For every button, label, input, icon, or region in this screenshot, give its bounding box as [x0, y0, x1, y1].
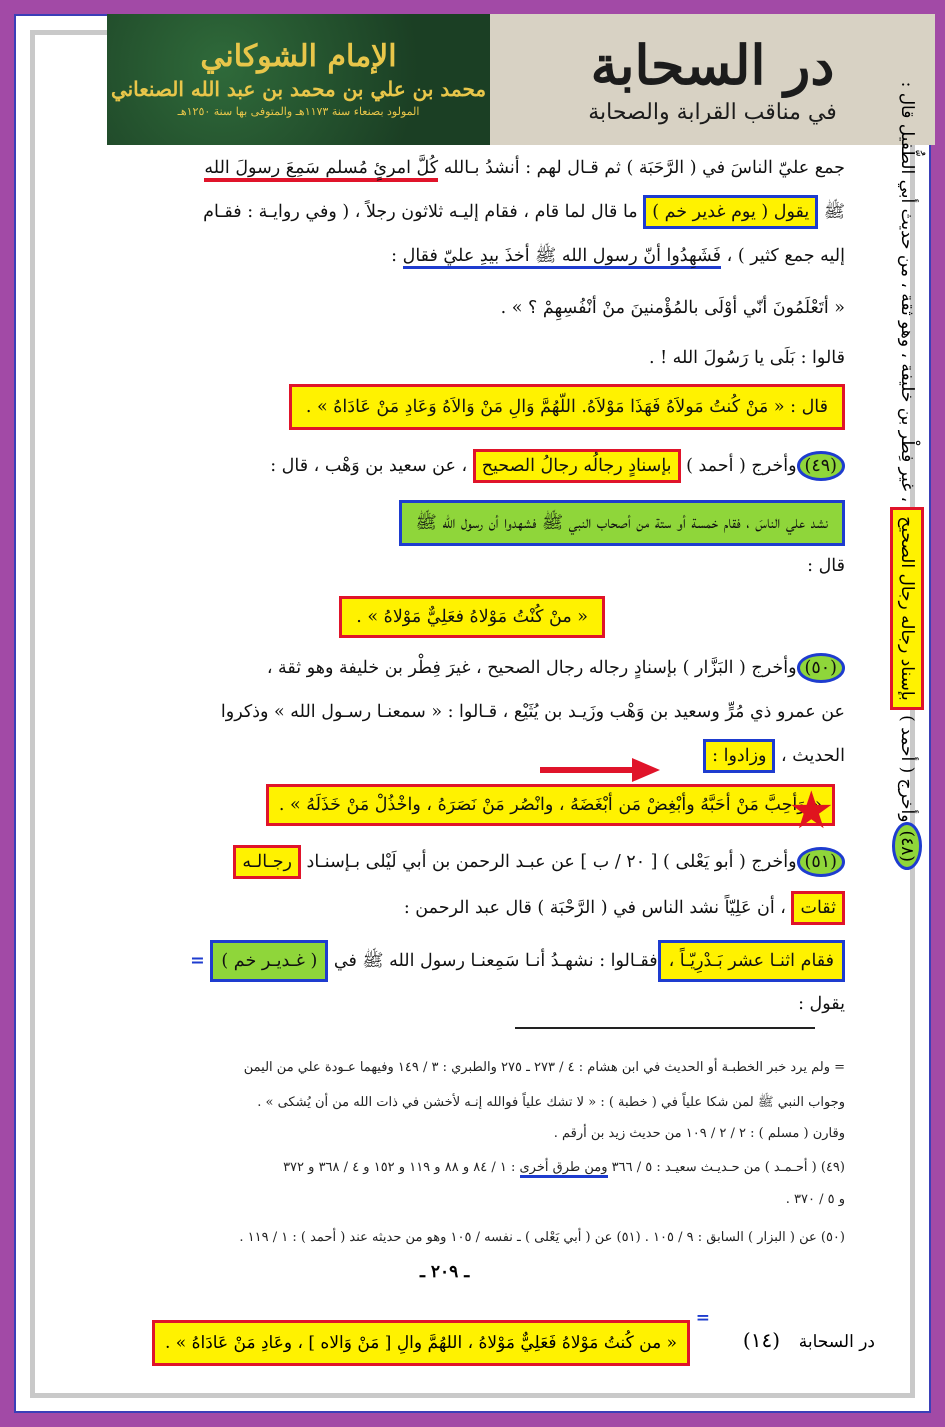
text-span: فقـالوا : نشهـدُ أنـا سَمِعنـا رسول الله ﷺ في — [328, 951, 658, 971]
text-span: وأخرج ( أحمد ) — [680, 456, 797, 476]
text-line — [391, 238, 845, 274]
text-span: الحديث ، — [775, 746, 845, 766]
book-title: در السحابة — [590, 32, 835, 97]
text-line — [289, 384, 845, 430]
book-name: در السحابة — [798, 1332, 875, 1352]
salutation-glyph: ﷺ — [823, 202, 845, 222]
continuation-mark: = — [190, 951, 205, 971]
text-line: قالوا : بَلَى يا رَسُولَ الله ! . — [648, 348, 845, 368]
highlight-box: نشد علي الناسَ ، فقام خمسة أو ستة من أصحاب النبي ﷺ فشهدوا أن رسول الله ﷺ — [399, 500, 845, 546]
text-line: قال : — [807, 556, 845, 576]
highlight-box: ثقات — [791, 891, 845, 925]
highlight-box: قال : « مَنْ كُنتُ مَولاَهُ فَهَذَا مَوْلاَهُ. اللّهُمَّ وَالِ مَنْ وَالاَهُ وَعَادِ مَنْ عَادَاهُ » . — [289, 384, 845, 430]
underlined-phrase: كُلَّ امرئٍ مُسلم سَمِعَ رسولَ الله — [204, 158, 438, 182]
title-banner — [490, 14, 935, 145]
margin-note — [842, 81, 934, 910]
text-line: « أتَعْلَمُونَ أنّي أوْلَى بالمُؤْمنينَ منْ أنْفُسِهِمْ ؟ » . — [500, 298, 845, 318]
highlight-box: رجـالـه — [233, 845, 301, 879]
text-span: ما قال لما قام ، فقام إليـه ثلاثون رجلاً ، ( وفي روايـة : فقـام — [203, 202, 644, 222]
text-span: جمع عليّ الناسَ في ( الرَّحَبَة ) ثم قـال لهم : أنشدُ بـالله — [438, 158, 845, 178]
text-span: وأخرج ( البَزَّار ) بإسنادٍ رجاله رجال الصحيح ، غيرَ فِطْر بن خليفة وهو ثقة ، — [266, 658, 797, 678]
page-ref-number: (١٤) — [742, 1328, 780, 1352]
text-line — [233, 844, 845, 880]
text-line — [266, 784, 835, 826]
highlight-box: وزادوا : — [703, 739, 775, 773]
text-span: ، غير فِطْر بن خليفة ، وهو ثقة ، من حديث أبي الطُّفيل قال : — [897, 81, 917, 508]
text-line: يقول : — [798, 994, 845, 1014]
hadith-number: (٥٠) — [797, 653, 845, 683]
page-number: ـ ٢٠٩ ـ — [420, 1262, 470, 1282]
text-span: : ١ / ٨٤ و ٨٨ و ١١٩ و ١٥٢ و ٤ / ٣٦٨ و ٣٧٢ — [283, 1160, 520, 1175]
book-banner — [107, 14, 935, 145]
text-span: : — [391, 246, 403, 266]
highlight-box: ( غـديـر خم ) — [210, 940, 328, 982]
text-line: عن عمرو ذي مُرٍّ وسعيد بن وَهْب وزَيـد بن يُثَيْع ، قـالوا : « سمعنـا رسـول الله » وذكروا — [220, 702, 845, 722]
text-span: وأخرج ( أحمد ) — [897, 709, 917, 823]
star-icon: ★ — [788, 781, 835, 841]
text-line — [703, 738, 845, 774]
text-line — [339, 596, 845, 638]
text-line — [404, 890, 845, 926]
hadith-number: (٤٩) — [797, 451, 845, 481]
bottom-caption — [55, 1308, 875, 1370]
footnote-line: وجواب النبي ﷺ لمن شكا علياً في ( خطبة ) : « لا تشك علياً فوالله إنـه لأخشن في ذات الله من أن يُشكى » . — [257, 1095, 845, 1110]
continuation-mark: = — [695, 1308, 710, 1328]
author-title: الإمام الشوكاني — [200, 38, 397, 74]
highlight-box: فقام اثنـا عشر بَـدْرِيّـاً ، — [658, 940, 845, 982]
hadith-number: (٥١) — [797, 847, 845, 877]
footnote-line: و ٥ / ٣٧٠ . — [785, 1192, 845, 1207]
margin-note-text — [864, 81, 924, 870]
highlight-box: يقول ( يوم غدير خم ) — [643, 195, 818, 229]
author-dates: المولود بصنعاء سنة ١١٧٣هـ والمتوفى بها سنة ١٢٥٠هـ — [177, 104, 420, 118]
footnote-line: (٥٠) عن ( البزار ) السابق : ٩ / ١٠٥ . (٥١) عن ( أبي يَعْلى ) ـ نفسه / ١٠٥ وهو من حديثه عند ( أحمد ) : ١ / ١١٩ . — [239, 1230, 845, 1245]
hadith-number: (٤٨) — [892, 822, 922, 870]
highlight-box: « وَأحِبَّ مَنْ أحَبَّهُ وأبْغِضْ مَن أبْغَضَهُ ، وانْصُر مَنْ نَصَرَهُ ، واخْذُلْ مَنْ خَذَلَهُ » . — [266, 784, 835, 826]
arrow-icon — [540, 755, 660, 785]
book-subtitle: في مناقب القرابة والصحابة — [588, 99, 837, 125]
text-span: (٤٩) ( أحـمـد ) من حـديـث سعيـد : ٥ / ٣٦٦ — [607, 1160, 845, 1175]
author-full-name: محمد بن علي بن محمد بن عبد الله الصنعاني — [110, 76, 487, 101]
footnote-line: = ولم يرد خبر الخطبـة أو الحديث في ابن هشام : ٤ / ٢٧٣ ـ ٢٧٥ والطبري : ٣ / ١٤٩ وفيهما عـودة علي من اليمن — [243, 1060, 845, 1075]
footnote-rule — [515, 1027, 815, 1029]
highlight-box: « منْ كُنْتُ مَوْلاهُ فعَلِيٌّ مَوْلاهُ » . — [339, 596, 605, 638]
text-line — [399, 500, 845, 546]
author-banner — [107, 14, 490, 145]
highlight-box: « من كُنتُ مَوْلاهُ فَعَلِيٌّ مَوْلاهُ ، اللهُمَّ والِ [ مَنْ وَالاه ] ، وعَادِ مَنْ عَادَاهُ » . — [152, 1320, 690, 1366]
underlined-phrase: فَشَهِدُوا أنّ رسول الله ﷺ أخذَ بيدِ عليّ فقال — [403, 246, 721, 269]
text-span: وأخرج ( أبو يَعْلى ) [ ٢٠ / ب ] عن عبـد الرحمن بن أبي لَيْلى بـإسنـاد — [300, 852, 797, 872]
highlight-box: بإسنادٍ رجالُه رجالُ الصحيح — [473, 449, 681, 483]
text-line — [270, 448, 845, 484]
text-span: ، أن عَلِيّاً نشد الناس في ( الرَّحْبَة ) قال عبد الرحمن : — [403, 898, 792, 918]
text-line — [203, 194, 845, 230]
text-span: إليه جمع كثير ) ، — [721, 246, 845, 266]
highlight-box: بإسناد رجاله رجال الصحيح — [890, 507, 924, 709]
underlined-phrase: ومن طرق أخرى — [520, 1160, 608, 1178]
text-line — [190, 940, 845, 982]
text-line — [204, 150, 845, 186]
text-line — [267, 650, 845, 686]
text-span: ، عن سعيد بن وَهْب ، قال : — [270, 456, 473, 476]
footnote-line — [283, 1160, 845, 1175]
footnote-line: وقارن ( مسلم ) : ٢ / ٢ / ١٠٩ من حديث زيد بن أرقم . — [553, 1126, 845, 1141]
